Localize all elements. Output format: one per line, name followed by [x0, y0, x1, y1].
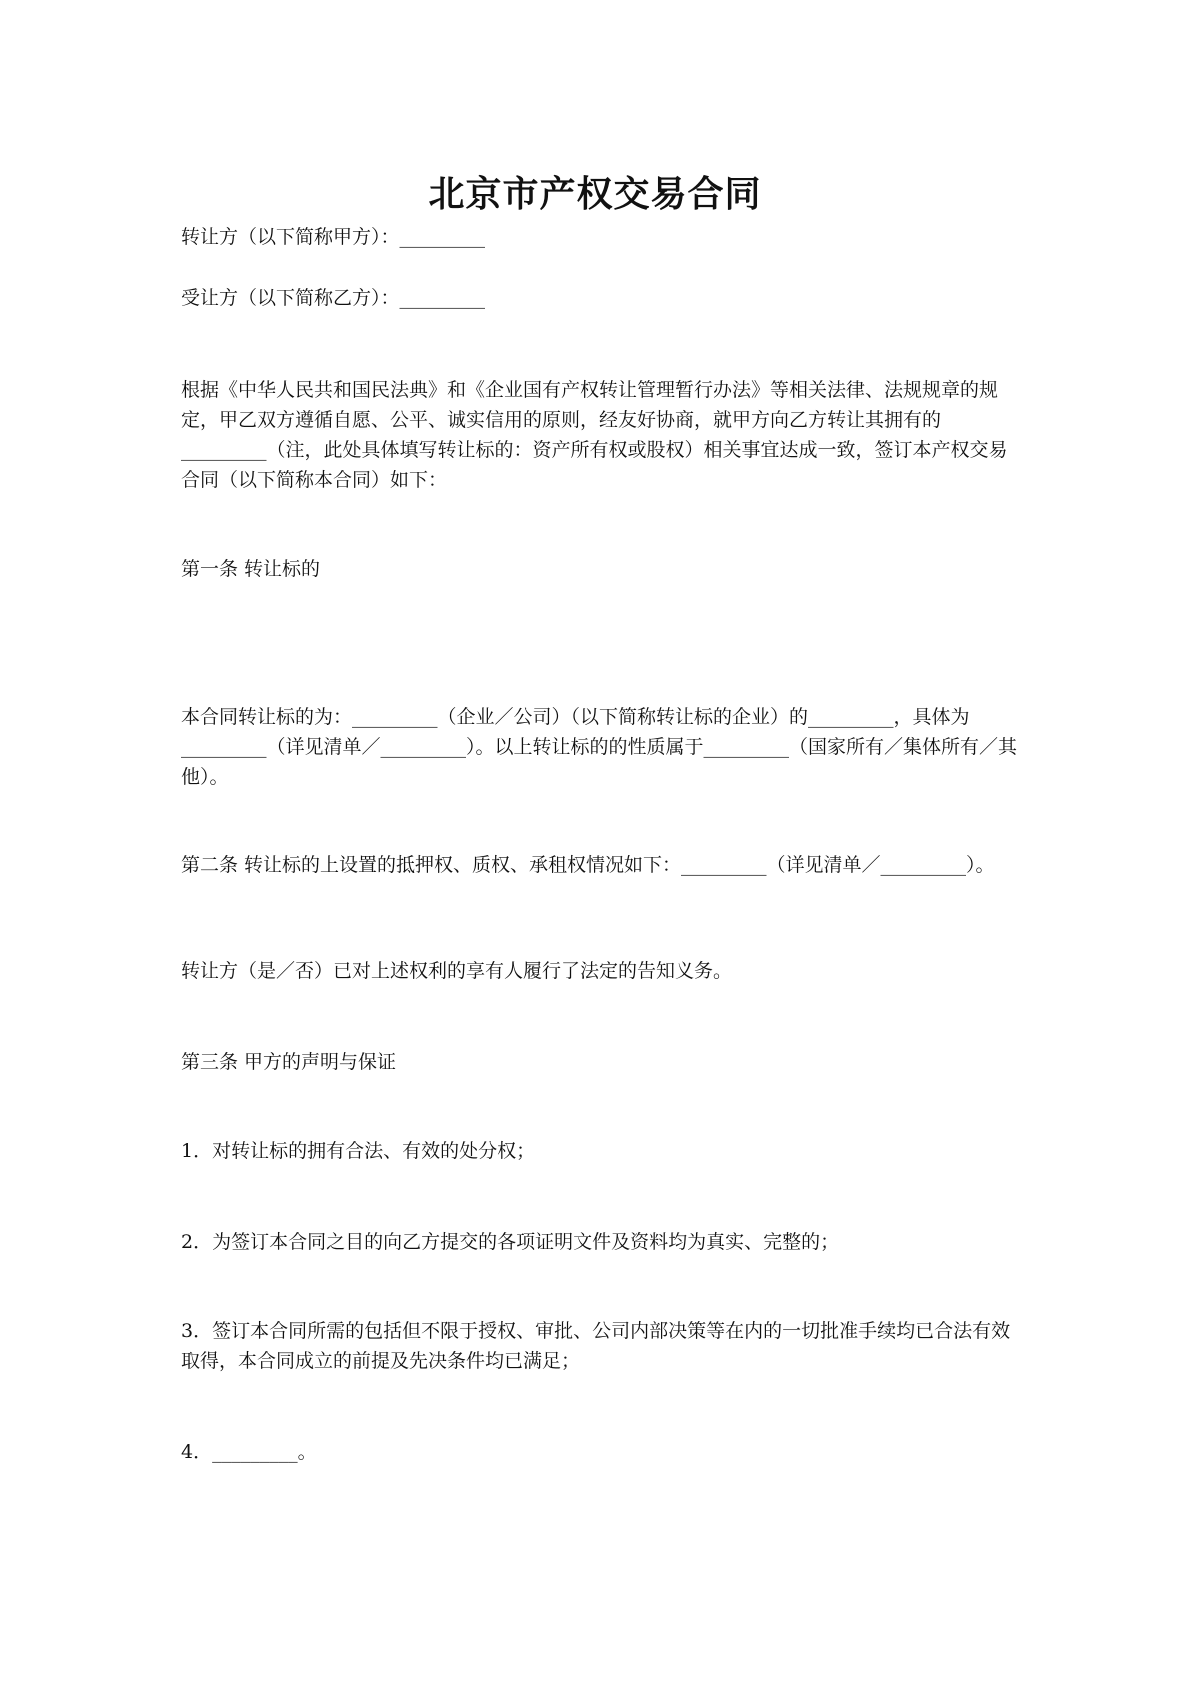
- clause-2: 2．为签订本合同之目的向乙方提交的各项证明文件及资料均为真实、完整的；: [181, 1231, 840, 1253]
- article-2-body: 第二条 转让标的上设置的抵押权、质权、承租权情况如下：_________（详见清单／_________）。: [181, 854, 995, 876]
- clause-1: 1．对转让标的拥有合法、有效的处分权；: [181, 1140, 536, 1162]
- clause-4: 4．_________。: [181, 1441, 317, 1463]
- document-title: 北京市产权交易合同: [428, 174, 762, 215]
- transferee-line: 受让方（以下简称乙方）：_________: [181, 287, 486, 309]
- article-1-body: 本合同转让标的为：_________（企业／公司）（以下简称转让标的企业）的_________，具体为_________（详见清单／_________）。以上转让标的的性质属于_________（国家所有／集体所有／其他）。: [181, 706, 1018, 788]
- notice-paragraph: 转让方（是／否）已对上述权利的享有人履行了法定的告知义务。: [181, 960, 733, 982]
- preamble-paragraph: 根据《中华人民共和国民法典》和《企业国有产权转让管理暂行办法》等相关法律、法规规章的规定，甲乙双方遵循自愿、公平、诚实信用的原则，经友好协商，就甲方向乙方转让其拥有的_________（注，此处具体填写转让标的：资产所有权或股权）相关事宜达成一致，签订本产权交易合同（以下简称本合同）如下：: [181, 379, 1008, 491]
- transferor-line: 转让方（以下简称甲方）：_________: [181, 226, 486, 248]
- article-1-heading: 第一条 转让标的: [181, 558, 321, 580]
- clause-3: 3．签订本合同所需的包括但不限于授权、审批、公司内部决策等在内的一切批准手续均已合法有效取得，本合同成立的前提及先决条件均已满足；: [181, 1320, 1011, 1372]
- article-3-heading: 第三条 甲方的声明与保证: [181, 1051, 397, 1073]
